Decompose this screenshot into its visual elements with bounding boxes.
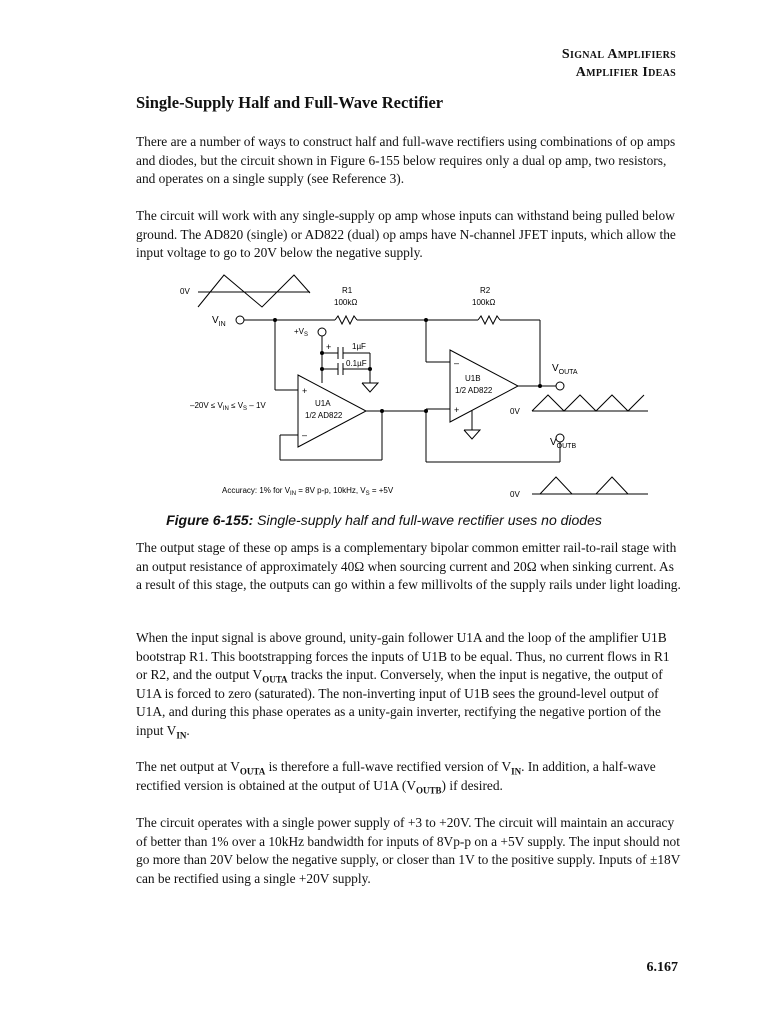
label-accuracy: Accuracy: 1% for $V_{IN} = 8V$ p-p, 10kHz, $V_S = +5V$ <box>222 486 394 497</box>
r2-resistor <box>478 316 500 324</box>
label-vouta: $V_{OUTA}$ <box>552 363 578 376</box>
label-r1-value: 100kΩ <box>334 298 358 307</box>
paragraph-4: When the input signal is above ground, unity-gain follower U1A and the loop of the amplifier U1B bootstrap R1. This bootstrapping forces the inputs of U1B to be equal. Thus, no current flows in R1 or R2, and the output $V_{OUTA}$ tracks the input. Conversely, when the input is negative, the output of U1A is forced to zero (saturated). The non-inverting input of U1B sees the ground-level output of U1A, and during this phase operates as a unity-gain inverter, rectifying the negative portion of the input $V_{IN}$. <box>136 630 670 741</box>
label-u1b-minus: – <box>454 358 460 368</box>
page-number: 6.167 <box>646 960 678 975</box>
label-u1a-plus: + <box>302 386 308 396</box>
label-r1: R1 <box>342 286 353 295</box>
label-u1b: U1B <box>465 374 481 383</box>
paragraph-2: The circuit will work with any single-supply op amp whose inputs can withstand being pulled below ground. The AD820 (single) or AD822 (dual) op amps have N-channel JFET inputs, which allow the input voltage to go to 20V below the negative supply. <box>136 208 676 261</box>
label-0v-outb: 0V <box>510 490 520 499</box>
label-0v-input: 0V <box>180 287 190 296</box>
label-u1b-part: 1/2 AD822 <box>455 386 493 395</box>
label-vin: $V_{IN}$ <box>212 315 226 328</box>
r1-resistor <box>335 316 357 324</box>
label-u1a-minus: – <box>302 430 308 440</box>
running-header <box>562 46 676 82</box>
rectifier-circuit-diagram <box>160 265 650 505</box>
vouta-fullwave-rectified <box>532 395 644 411</box>
label-cap-plus: + <box>326 342 332 352</box>
label-u1b-plus: + <box>454 405 460 415</box>
figure-caption-text: Single-supply half and full-wave rectifier uses no diodes <box>253 512 602 528</box>
label-r2: R2 <box>480 286 491 295</box>
header-section: Signal Amplifiers <box>561 47 676 62</box>
voutb-terminal <box>556 434 564 442</box>
label-0v-outa: 0V <box>510 407 520 416</box>
paragraph-6: The circuit operates with a single power supply of +3 to +20V. The circuit will maintain an accuracy of better than 1% over a 10kHz bandwidth for inputs of 8Vp-p on a +5V supply. The input should not go more than 20V below the negative supply, or closer than 1V to the positive supply. Inputs of ±18V can be rectified using a single +20V supply. <box>136 815 681 886</box>
figure-caption <box>0 512 768 528</box>
input-triangle-wave <box>198 275 310 307</box>
voutb-halfwave-rectified <box>540 477 628 494</box>
label-u1a-part: 1/2 AD822 <box>305 411 343 420</box>
paragraph-3: The output stage of these op amps is a complementary bipolar common emitter rail-to-rail stage with an output resistance of approximately 40Ω when sourcing current and 20Ω when sinking current. As a result of this stage, the outputs can go within a few millivolts of the supply rails under light loading. <box>136 540 681 593</box>
vin-terminal <box>236 316 244 324</box>
header-subsection: Amplifier Ideas <box>575 65 676 80</box>
section-title: Single-Supply Half and Full-Wave Rectifier <box>136 93 444 112</box>
label-cap-1uf: 1µF <box>352 342 366 351</box>
label-vs: $+V_S$ <box>294 327 309 338</box>
vouta-terminal <box>556 382 564 390</box>
label-r2-value: 100kΩ <box>472 298 496 307</box>
label-u1a: U1A <box>315 399 331 408</box>
label-cap-01uf: 0.1µF <box>346 359 367 368</box>
ground-symbol-u1b <box>464 430 480 439</box>
paragraph-5: The net output at $V_{OUTA}$ is therefore a full-wave rectified version of $V_{IN}$. In addition, a half-wave rectified version is obtained at the output of U1A $(V_{OUTB})$ if desired. <box>136 759 656 796</box>
figure-label: Figure 6-155: <box>166 512 254 528</box>
label-input-range: $-20V \le V_{IN} \le V_S - 1V$ <box>190 401 266 412</box>
ground-symbol-supply <box>362 383 378 392</box>
paragraph-1: There are a number of ways to construct half and full-wave rectifiers using combinations of op amps and diodes, but the circuit shown in Figure 6-155 below requires only a dual op amp, two resistors, and operates on a single supply (see Reference 3). <box>136 134 676 187</box>
label-voutb: $V_{OUTB}$ <box>550 437 577 450</box>
vs-terminal <box>318 328 326 336</box>
